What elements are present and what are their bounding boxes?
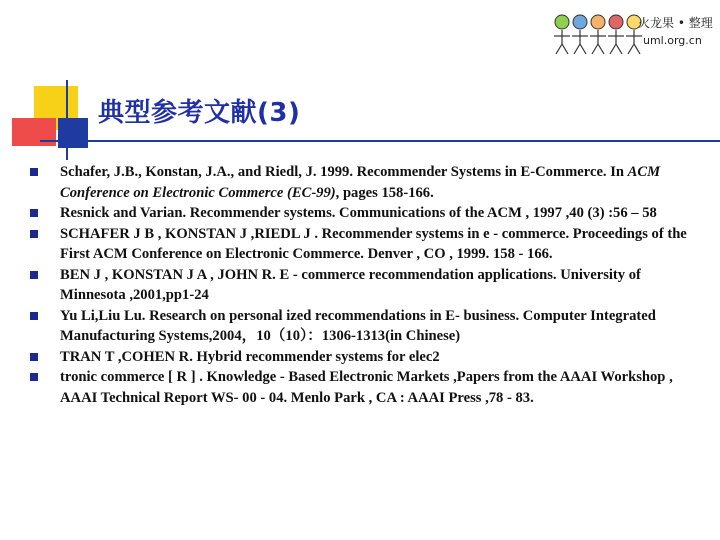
reference-item — [30, 224, 702, 265]
reference-text: tronic commerce [ R ] . Knowledge - Based Electronic Markets ,Papers from the AAAI Workshop , AAAI Technical Report WS- 00 - 04. Menlo Park , CA : AAAI Press ,78 - 83. — [60, 369, 673, 406]
reference-text: Resnick and Varian. Recommender systems. Communications of the ACM , 1997 ,40 (3) :56 – 58 — [60, 205, 657, 221]
bullet-square-icon — [30, 312, 38, 320]
reference-text: BEN J , KONSTAN J A , JOHN R. E - commerce recommendation applications. University of Minnesota ,2001,pp1-24 — [60, 266, 641, 303]
logo-text-brand: 火龙果 • 整理 — [638, 16, 713, 30]
bullet-square-icon — [30, 353, 38, 361]
bullet-square-icon — [30, 209, 38, 217]
reference-text-tail: , pages 158-166. — [335, 184, 434, 201]
slide-title: 典型参考文献(3) — [98, 98, 301, 128]
reference-item — [30, 203, 702, 224]
reference-item — [30, 367, 702, 408]
reference-text: TRAN T ,COHEN R. Hybrid recommender systems for elec2 — [60, 348, 440, 365]
logo-text-url: uml.org.cn — [643, 34, 702, 47]
decor-vertical-line — [66, 80, 68, 160]
bullet-square-icon — [30, 168, 38, 176]
bullet-square-icon — [30, 271, 38, 279]
bullet-square-icon — [30, 373, 38, 381]
decor-blue-square — [58, 118, 88, 148]
reference-item — [30, 347, 702, 368]
reference-text: Yu Li,Liu Lu. Research on personal ized recommendations in E- business. Computer Integrated Manufacturing Systems,2004，10（10）：1306-1313(in Chinese) — [60, 307, 656, 344]
reference-item — [30, 162, 702, 203]
bullet-square-icon — [30, 230, 38, 238]
reference-text: SCHAFER J B , KONSTAN J ,RIEDL J . Recommender systems in e - commerce. Proceedings of the First ACM Conference on Electronic Commerce. Denver , CO , 1999. 158 - 166. — [60, 225, 687, 262]
reference-text: Schafer, J.B., Konstan, J.A., and Riedl, J. 1999. Recommender Systems in E-Commerce. In — [60, 164, 628, 180]
title-underline — [40, 140, 720, 142]
reference-item — [30, 306, 702, 347]
reference-venue: ACM Conference on Electronic Commerce (EC-99) — [60, 164, 661, 201]
reference-item — [30, 265, 702, 306]
reference-list — [30, 162, 702, 408]
